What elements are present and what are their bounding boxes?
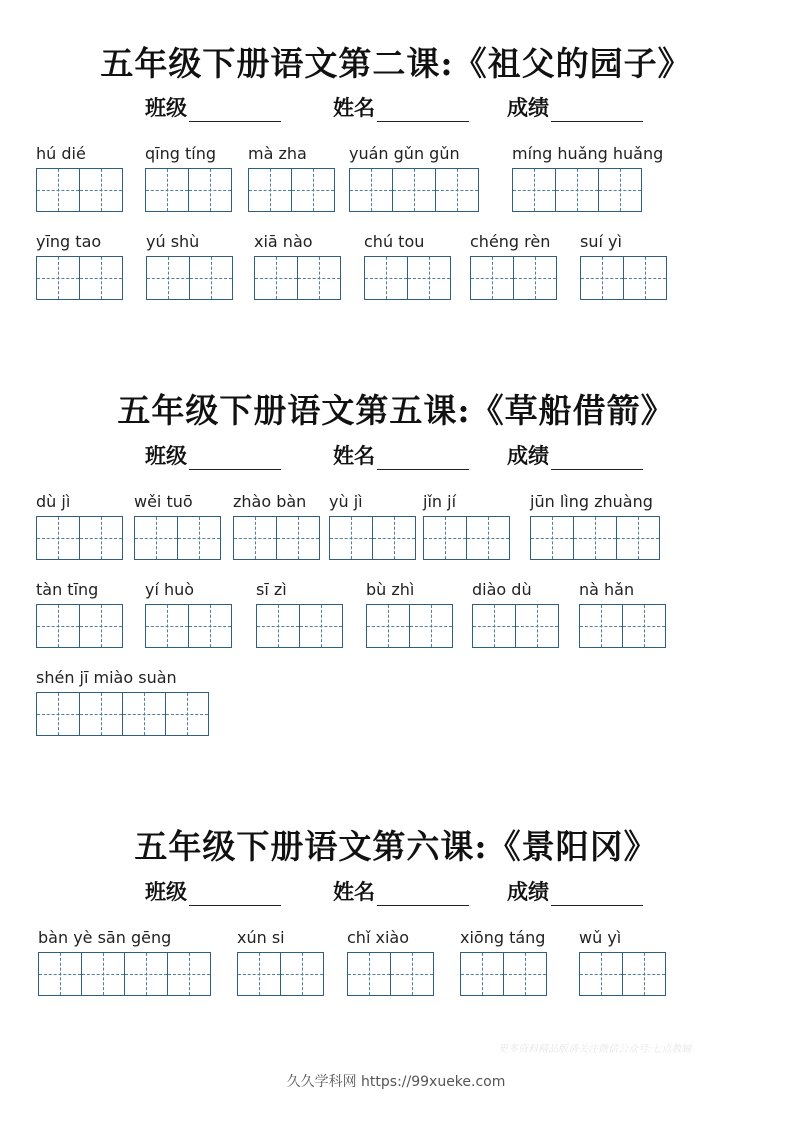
writing-cell[interactable] xyxy=(515,604,559,648)
writing-cell[interactable] xyxy=(36,168,80,212)
score-blank[interactable] xyxy=(551,883,643,906)
writing-grid xyxy=(134,516,221,560)
writing-cell[interactable] xyxy=(579,604,623,648)
pinyin-label: diào dù xyxy=(472,580,532,599)
writing-cell[interactable] xyxy=(364,256,408,300)
writing-cell[interactable] xyxy=(503,952,547,996)
class-blank[interactable] xyxy=(189,99,281,122)
writing-cell[interactable] xyxy=(407,256,451,300)
writing-cell[interactable] xyxy=(366,604,410,648)
writing-cell[interactable] xyxy=(276,516,320,560)
pinyin-label: xiōng táng xyxy=(460,928,546,947)
writing-cell[interactable] xyxy=(598,168,642,212)
writing-grid xyxy=(237,952,324,996)
writing-cell[interactable] xyxy=(79,168,123,212)
writing-grid xyxy=(472,604,559,648)
pinyin-label: yuán gǔn gǔn xyxy=(349,144,460,163)
writing-cell[interactable] xyxy=(622,952,666,996)
writing-cell[interactable] xyxy=(460,952,504,996)
writing-grid xyxy=(36,604,123,648)
writing-grid xyxy=(36,692,209,736)
pinyin-label: jǐn jí xyxy=(423,492,457,511)
pinyin-label: yīng tao xyxy=(36,232,102,251)
writing-cell[interactable] xyxy=(145,168,189,212)
writing-cell[interactable] xyxy=(124,952,168,996)
student-info-row xyxy=(0,92,792,122)
class-label: 班级 xyxy=(145,443,187,468)
name-field[interactable] xyxy=(333,440,469,470)
writing-cell[interactable] xyxy=(623,256,667,300)
class-blank[interactable] xyxy=(189,883,281,906)
writing-grid xyxy=(145,168,232,212)
writing-cell[interactable] xyxy=(134,516,178,560)
student-info-row xyxy=(0,440,792,470)
lesson-5-title: 五年级下册语文第五课:《草船借箭》 xyxy=(117,391,675,430)
writing-cell[interactable] xyxy=(372,516,416,560)
pinyin-label: tàn tīng xyxy=(36,580,99,599)
lesson-6-title: 五年级下册语文第六课:《景阳冈》 xyxy=(134,827,658,866)
writing-cell[interactable] xyxy=(233,516,277,560)
writing-cell[interactable] xyxy=(188,168,232,212)
student-info-row xyxy=(0,876,792,906)
writing-grid xyxy=(470,256,557,300)
pinyin-label: nà hǎn xyxy=(579,580,635,599)
writing-cell[interactable] xyxy=(291,168,335,212)
writing-cell[interactable] xyxy=(146,256,190,300)
writing-cell[interactable] xyxy=(36,604,80,648)
writing-grid xyxy=(256,604,343,648)
score-label: 成绩 xyxy=(507,95,549,120)
writing-grid xyxy=(36,516,123,560)
writing-cell[interactable] xyxy=(122,692,166,736)
writing-cell[interactable] xyxy=(530,516,574,560)
writing-grid xyxy=(329,516,416,560)
writing-cell[interactable] xyxy=(349,168,393,212)
writing-cell[interactable] xyxy=(347,952,391,996)
writing-cell[interactable] xyxy=(622,604,666,648)
pinyin-label: mà zha xyxy=(248,144,307,163)
writing-cell[interactable] xyxy=(79,692,123,736)
score-blank[interactable] xyxy=(551,447,643,470)
writing-grid xyxy=(349,168,479,212)
pinyin-label: chú tou xyxy=(364,232,425,251)
writing-cell[interactable] xyxy=(555,168,599,212)
writing-cell[interactable] xyxy=(466,516,510,560)
name-blank[interactable] xyxy=(377,99,469,122)
name-label: 姓名 xyxy=(333,443,375,468)
writing-cell[interactable] xyxy=(616,516,660,560)
writing-grid xyxy=(423,516,510,560)
pinyin-label: wěi tuō xyxy=(134,492,193,511)
pinyin-label: bù zhì xyxy=(366,580,415,599)
writing-cell[interactable] xyxy=(280,952,324,996)
writing-grid xyxy=(248,168,335,212)
writing-cell[interactable] xyxy=(472,604,516,648)
score-field[interactable] xyxy=(507,440,643,470)
writing-cell[interactable] xyxy=(36,256,80,300)
writing-grid xyxy=(366,604,453,648)
writing-grid xyxy=(347,952,434,996)
writing-cell[interactable] xyxy=(188,604,232,648)
writing-grid xyxy=(145,604,232,648)
pinyin-label: yù jì xyxy=(329,492,363,511)
writing-cell[interactable] xyxy=(299,604,343,648)
pinyin-label: qīng tíng xyxy=(145,144,216,163)
writing-cell[interactable] xyxy=(165,692,209,736)
writing-grid xyxy=(460,952,547,996)
writing-cell[interactable] xyxy=(79,256,123,300)
writing-grid xyxy=(254,256,341,300)
pinyin-label: xún si xyxy=(237,928,285,947)
class-label: 班级 xyxy=(145,95,187,120)
writing-cell[interactable] xyxy=(513,256,557,300)
writing-grid xyxy=(512,168,642,212)
name-blank[interactable] xyxy=(377,883,469,906)
pinyin-label: hú dié xyxy=(36,144,86,163)
class-field[interactable] xyxy=(145,876,281,906)
score-field[interactable] xyxy=(507,876,643,906)
pinyin-label: sī zì xyxy=(256,580,287,599)
footer-site-link[interactable]: 久久学科网 https://99xueke.com xyxy=(286,1074,506,1090)
pinyin-label: jūn lìng zhuàng xyxy=(530,492,653,511)
writing-grid xyxy=(36,168,123,212)
pinyin-label: yú shù xyxy=(146,232,200,251)
writing-cell[interactable] xyxy=(237,952,281,996)
name-field[interactable] xyxy=(333,92,469,122)
name-label: 姓名 xyxy=(333,95,375,120)
name-field[interactable] xyxy=(333,876,469,906)
pinyin-label: dù jì xyxy=(36,492,71,511)
writing-cell[interactable] xyxy=(470,256,514,300)
writing-cell[interactable] xyxy=(297,256,341,300)
pinyin-label: zhào bàn xyxy=(233,492,307,511)
writing-cell[interactable] xyxy=(409,604,453,648)
writing-grid xyxy=(580,256,667,300)
writing-grid xyxy=(364,256,451,300)
writing-cell[interactable] xyxy=(36,516,80,560)
writing-cell[interactable] xyxy=(254,256,298,300)
pinyin-label: chǐ xiào xyxy=(347,928,409,947)
class-blank[interactable] xyxy=(189,447,281,470)
class-label: 班级 xyxy=(145,879,187,904)
writing-grid xyxy=(579,952,666,996)
writing-grid xyxy=(36,256,123,300)
writing-grid xyxy=(579,604,666,648)
writing-cell[interactable] xyxy=(579,952,623,996)
writing-cell[interactable] xyxy=(248,168,292,212)
score-label: 成绩 xyxy=(507,879,549,904)
writing-grid xyxy=(38,952,211,996)
pinyin-label: yí huò xyxy=(145,580,195,599)
writing-cell[interactable] xyxy=(38,952,82,996)
writing-cell[interactable] xyxy=(145,604,189,648)
class-field[interactable] xyxy=(145,92,281,122)
name-label: 姓名 xyxy=(333,879,375,904)
writing-cell[interactable] xyxy=(390,952,434,996)
writing-cell[interactable] xyxy=(81,952,125,996)
writing-cell[interactable] xyxy=(573,516,617,560)
pinyin-label: chéng rèn xyxy=(470,232,551,251)
writing-cell[interactable] xyxy=(79,604,123,648)
writing-cell[interactable] xyxy=(79,516,123,560)
writing-cell[interactable] xyxy=(435,168,479,212)
score-label: 成绩 xyxy=(507,443,549,468)
pinyin-label: bàn yè sān gēng xyxy=(38,928,172,947)
score-field[interactable] xyxy=(507,92,643,122)
writing-cell[interactable] xyxy=(329,516,373,560)
writing-cell[interactable] xyxy=(580,256,624,300)
pinyin-label: xiā nào xyxy=(254,232,313,251)
watermark-text: 更多资料精品版请关注微信公众号:七点教辅 xyxy=(498,1044,692,1055)
pinyin-label: míng huǎng huǎng xyxy=(512,144,664,163)
writing-cell[interactable] xyxy=(189,256,233,300)
writing-cell[interactable] xyxy=(256,604,300,648)
pinyin-label: suí yì xyxy=(580,232,622,251)
pinyin-label: shén jī miào suàn xyxy=(36,668,177,687)
lesson-2-title: 五年级下册语文第二课:《祖父的园子》 xyxy=(100,44,692,83)
writing-cell[interactable] xyxy=(423,516,467,560)
writing-cell[interactable] xyxy=(36,692,80,736)
pinyin-label: wǔ yì xyxy=(579,928,622,947)
class-field[interactable] xyxy=(145,440,281,470)
writing-cell[interactable] xyxy=(167,952,211,996)
writing-cell[interactable] xyxy=(392,168,436,212)
score-blank[interactable] xyxy=(551,99,643,122)
writing-grid xyxy=(530,516,660,560)
writing-grid xyxy=(233,516,320,560)
writing-grid xyxy=(146,256,233,300)
writing-cell[interactable] xyxy=(177,516,221,560)
writing-cell[interactable] xyxy=(512,168,556,212)
name-blank[interactable] xyxy=(377,447,469,470)
